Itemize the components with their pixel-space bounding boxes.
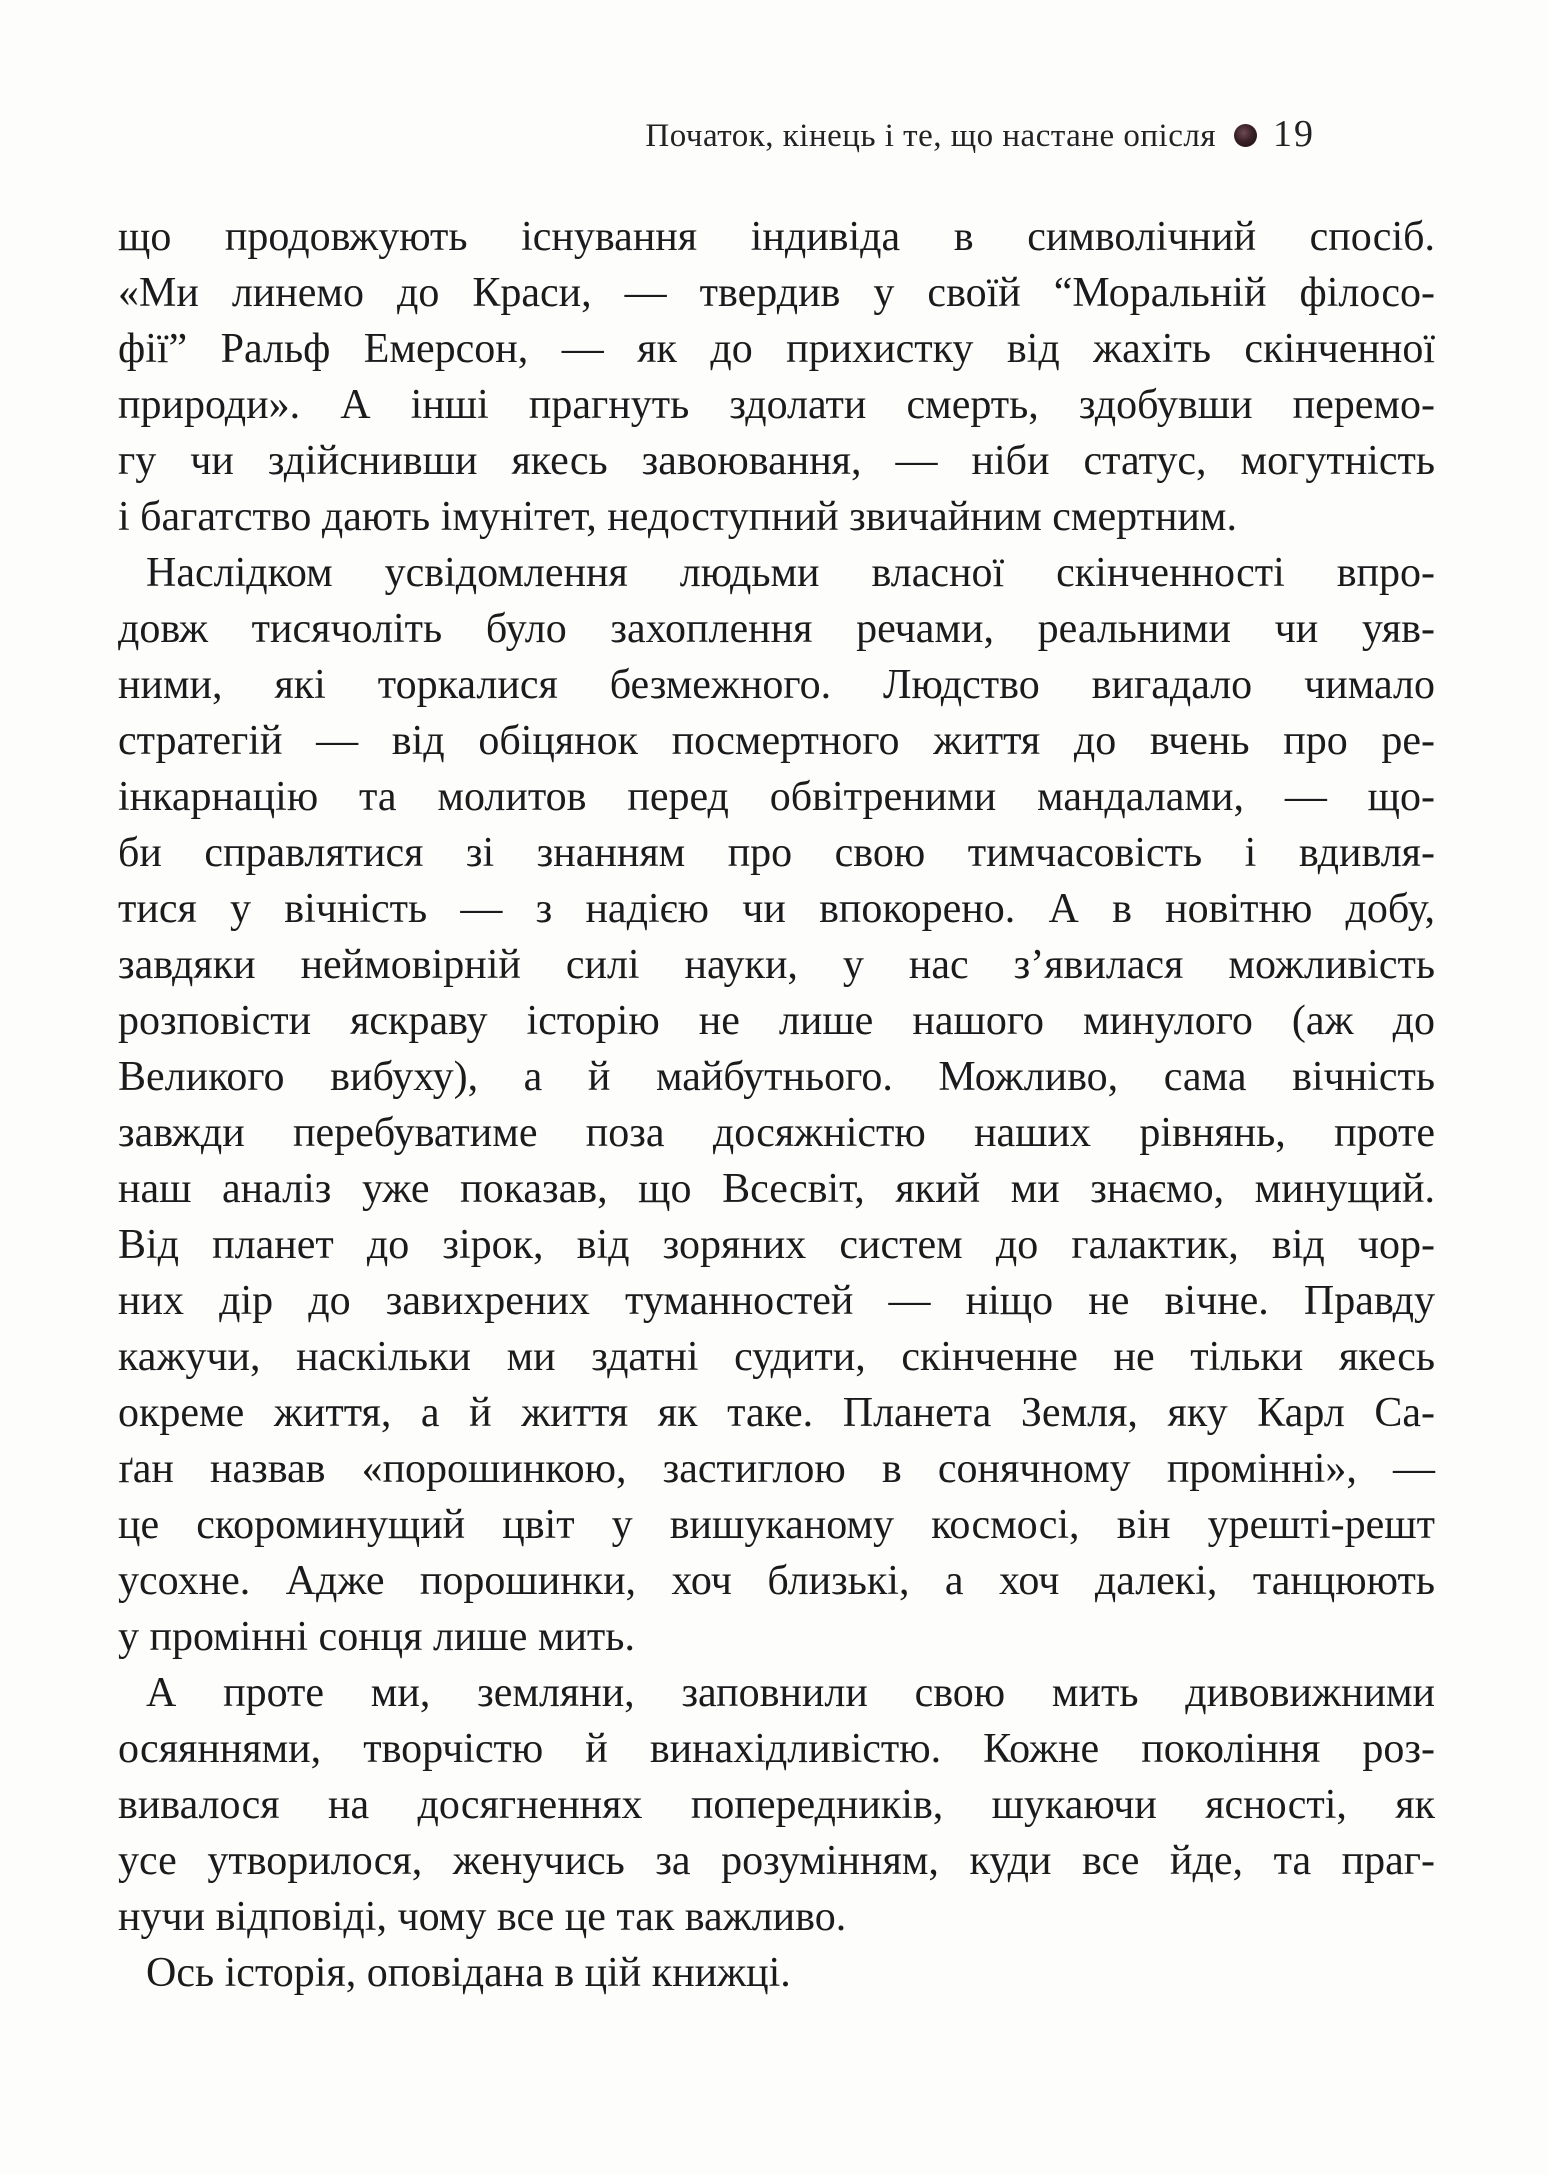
text-line: наш аналіз уже показав, що Всесвіт, який ми знаємо, минущий. — [118, 1166, 1435, 1212]
text-line: Наслідком усвідомлення людьми власної скінченності впро- — [146, 550, 1435, 596]
text-line: ґан назвав «порошинкою, застиглою в сонячному промінні», — — [118, 1446, 1435, 1492]
text-line: у промінні сонця лише мить. — [118, 1614, 635, 1660]
text-line: усохне. Адже порошинки, хоч близькі, а хоч далекі, танцюють — [118, 1558, 1435, 1604]
text-line: завжди перебуватиме поза досяжністю наших рівнянь, проте — [118, 1110, 1435, 1156]
text-line: осяяннями, творчістю й винахідливістю. Кожне покоління роз- — [118, 1726, 1435, 1772]
text-line: і багатство дають імунітет, недоступний звичайним смертним. — [118, 494, 1237, 540]
text-line: окреме життя, а й життя як таке. Планета Земля, яку Карл Са- — [118, 1390, 1435, 1436]
paragraph — [118, 209, 1435, 545]
running-title: Початок, кінець і те, що настане опісля — [645, 118, 1216, 154]
paragraph — [118, 1945, 1435, 2001]
text-line: «Ми линемо до Краси, — твердив у своїй “Моральній філосо- — [118, 270, 1435, 316]
text-line: природи». А інші прагнуть здолати смерть, здобувши перемо- — [118, 382, 1435, 428]
text-line: гу чи здійснивши якесь завоювання, — ніби статус, могутність — [118, 438, 1435, 484]
text-line: кажучи, наскільки ми здатні судити, скінченне не тільки якесь — [118, 1334, 1435, 1380]
text-line: усе утворилося, женучись за розумінням, куди все йде, та праг- — [118, 1838, 1435, 1884]
text-line: тися у вічність — з надією чи впокорено. А в новітню добу, — [118, 886, 1435, 932]
page-header — [118, 112, 1435, 158]
bullet-icon — [1234, 124, 1257, 147]
paragraph — [118, 1665, 1435, 1945]
text-line: них дір до завихрених туманностей — ніщо не вічне. Правду — [118, 1278, 1435, 1324]
text-line: А проте ми, земляни, заповнили свою мить дивовижними — [146, 1670, 1435, 1716]
text-line: фії” Ральф Емерсон, — як до прихистку від жахіть скінченної — [118, 326, 1435, 372]
text-line: довж тисячоліть було захоплення речами, реальними чи уяв- — [118, 606, 1435, 652]
text-line: стратегій — від обіцянок посмертного життя до вчень про ре- — [118, 718, 1435, 764]
page-number: 19 — [1273, 113, 1315, 155]
text-line: ними, які торкалися безмежного. Людство вигадало чимало — [118, 662, 1435, 708]
text-line: Ось історія, оповідана в цій книжці. — [146, 1950, 791, 1996]
paragraph — [118, 545, 1435, 1665]
text-line: Від планет до зірок, від зоряних систем до галактик, від чор- — [118, 1222, 1435, 1268]
body-text — [118, 209, 1435, 2001]
text-line: що продовжують існування індивіда в символічний спосіб. — [118, 214, 1435, 260]
text-line: завдяки неймовірній силі науки, у нас з’явилася можливість — [118, 942, 1435, 988]
text-line: розповісти яскраву історію не лише нашого минулого (аж до — [118, 998, 1435, 1044]
text-line: нучи відповіді, чому все це так важливо. — [118, 1894, 847, 1940]
text-line: інкарнацію та молитов перед обвітреними мандалами, — що- — [118, 774, 1435, 820]
text-line: би справлятися зі знанням про свою тимчасовість і вдивля- — [118, 830, 1435, 876]
text-line: Великого вибуху), а й майбутнього. Можливо, сама вічність — [118, 1054, 1435, 1100]
text-line: це скороминущий цвіт у вишуканому космосі, він урешті-решт — [118, 1502, 1435, 1548]
text-line: вивалося на досягненнях попередників, шукаючи ясності, як — [118, 1782, 1435, 1828]
